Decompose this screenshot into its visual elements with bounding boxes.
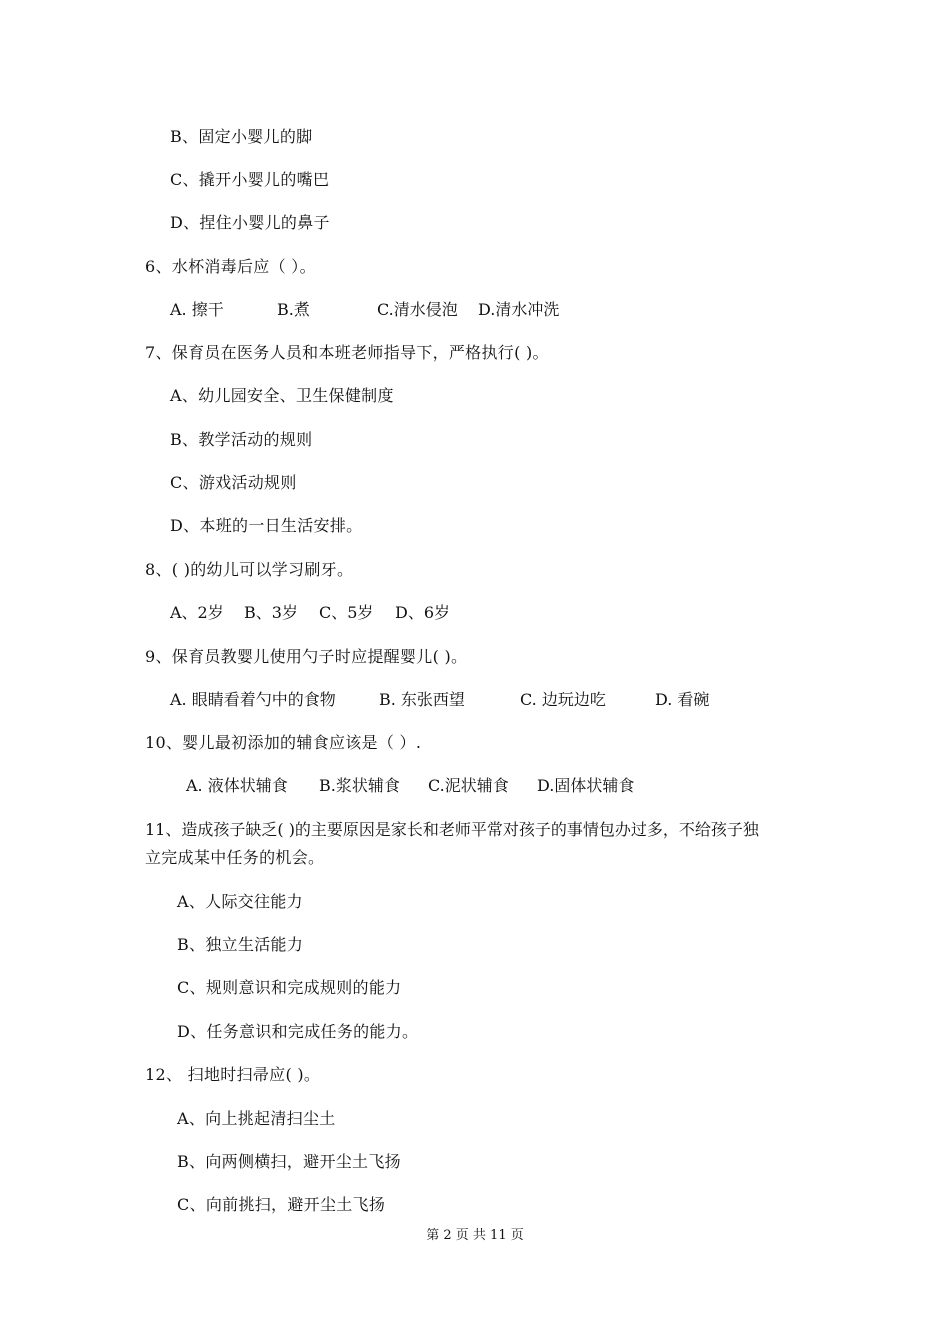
q11-option-c: C、规则意识和完成规则的能力 (177, 978, 402, 997)
q11-stem-line2: 立完成某中任务的机会。 (145, 848, 325, 867)
q7-option-b: B、教学活动的规则 (170, 430, 313, 449)
q8-stem: 8、( )的幼儿可以学习刷牙。 (145, 560, 354, 579)
q10-option-b: B.浆状辅食 (319, 776, 400, 795)
q9-stem: 9、保育员教婴儿使用勺子时应提醒婴儿( )。 (145, 647, 468, 666)
q6-option-a: A. 擦干 (170, 300, 224, 319)
q10-option-c: C.泥状辅食 (428, 776, 509, 795)
q7-option-d: D、本班的一日生活安排。 (170, 516, 363, 535)
q9-option-a: A. 眼睛看着勺中的食物 (170, 690, 336, 709)
q8-option-b: B、3岁 (244, 603, 298, 622)
q5-option-b: B、固定小婴儿的脚 (170, 127, 313, 146)
q7-option-c: C、游戏活动规则 (170, 473, 297, 492)
q8-option-c: C、5岁 (319, 603, 374, 622)
q10-stem: 10、婴儿最初添加的辅食应该是（ ）. (145, 733, 422, 752)
q8-option-d: D、6岁 (395, 603, 451, 622)
q7-stem: 7、保育员在医务人员和本班老师指导下，严格执行( )。 (145, 343, 549, 362)
q6-option-c: C.清水侵泡 (377, 300, 458, 319)
q12-option-b: B、向两侧横扫，避开尘土飞扬 (177, 1152, 401, 1171)
q5-option-c: C、撬开小婴儿的嘴巴 (170, 170, 330, 189)
q11-stem-line1: 11、造成孩子缺乏( )的主要原因是家长和老师平常对孩子的事情包办过多，不给孩子独 (145, 820, 759, 839)
q9-option-d: D. 看碗 (655, 690, 710, 709)
q12-stem: 12、 扫地时扫帚应( )。 (145, 1065, 321, 1084)
q12-option-c: C、向前挑扫，避开尘土飞扬 (177, 1195, 386, 1214)
q10-option-a: A. 液体状辅食 (186, 776, 288, 795)
q12-option-a: A、向上挑起清扫尘土 (177, 1109, 336, 1128)
q8-option-a: A、2岁 (170, 603, 224, 622)
q6-option-b: B.煮 (277, 300, 310, 319)
q6-option-d: D.清水冲洗 (478, 300, 560, 319)
q11-option-a: A、人际交往能力 (177, 892, 303, 911)
page-footer: 第 2 页 共 11 页 (426, 1228, 524, 1243)
q5-option-d: D、捏住小婴儿的鼻子 (170, 213, 330, 232)
q10-option-d: D.固体状辅食 (537, 776, 635, 795)
q11-option-d: D、任务意识和完成任务的能力。 (177, 1022, 419, 1041)
q9-option-b: B. 东张西望 (379, 690, 465, 709)
q9-option-c: C. 边玩边吃 (520, 690, 606, 709)
q6-stem: 6、水杯消毒后应（ ）。 (145, 257, 316, 276)
q11-option-b: B、独立生活能力 (177, 935, 304, 954)
q7-option-a: A、幼儿园安全、卫生保健制度 (170, 386, 394, 405)
